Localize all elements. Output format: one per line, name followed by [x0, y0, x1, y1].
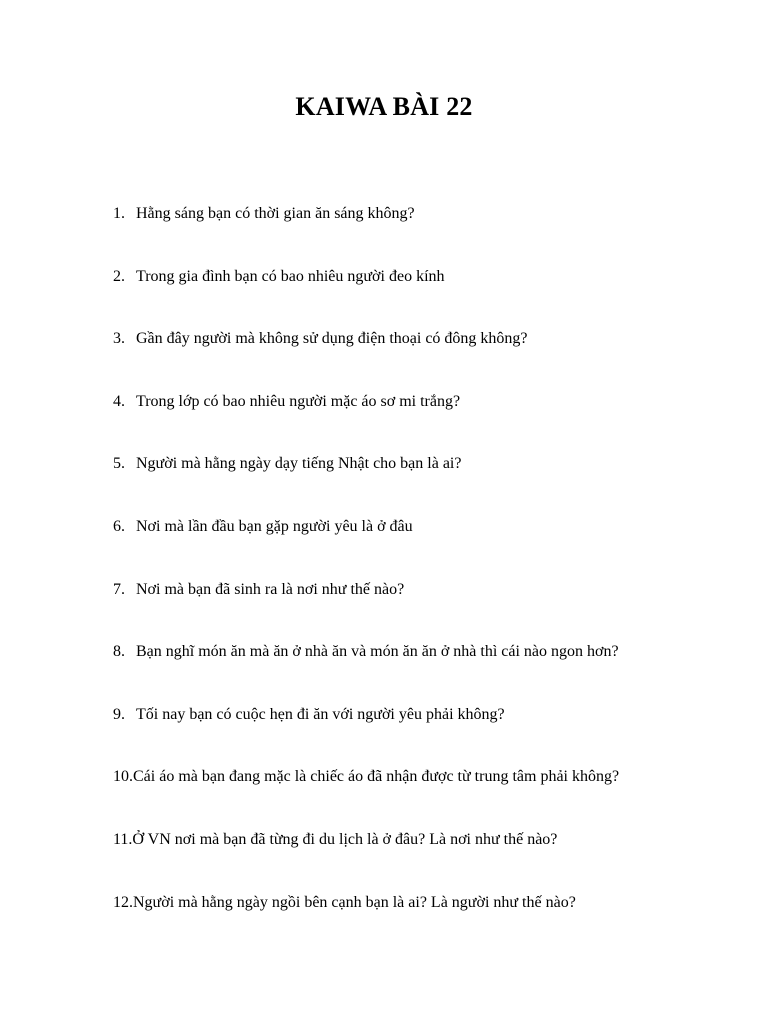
question-item [113, 203, 733, 266]
question-text: Ở VN nơi mà bạn đã từng đi du lịch là ở đâu? Là nơi như thế nào? [132, 830, 558, 848]
question-number: 8. [113, 643, 125, 661]
question-text: Gần đây người mà không sử dụng điện thoại có đông không? [136, 330, 528, 348]
question-number: 4. [113, 392, 125, 410]
question-item [113, 579, 733, 642]
question-text: Nơi mà bạn đã sinh ra là nơi như thế nào? [136, 580, 405, 598]
question-item [113, 516, 733, 579]
question-item [113, 266, 733, 329]
question-number: 7. [113, 580, 125, 598]
question-item [113, 453, 733, 516]
question-number: 9. [113, 705, 125, 723]
question-text: Tối nay bạn có cuộc hẹn đi ăn với người yêu phải không? [136, 705, 505, 723]
question-text: Cái áo mà bạn đang mặc là chiếc áo đã nhận được từ trung tâm phải không? [133, 768, 620, 786]
question-text: Trong lớp có bao nhiêu người mặc áo sơ mi trắng? [136, 392, 461, 410]
question-number: 11. [113, 830, 133, 848]
question-number: 2. [113, 267, 125, 285]
question-text: Nơi mà lần đầu bạn gặp người yêu là ở đâu [136, 517, 413, 535]
question-number: 3. [113, 330, 125, 348]
question-item [113, 892, 733, 955]
question-list [113, 203, 733, 954]
question-item [113, 391, 733, 454]
question-number: 12. [113, 893, 133, 911]
question-text: Hằng sáng bạn có thời gian ăn sáng không? [136, 205, 415, 222]
question-number: 10. [113, 768, 133, 786]
question-item [113, 641, 733, 704]
question-text: Người mà hằng ngày ngồi bên cạnh bạn là ai? Là người như thế nào? [133, 893, 576, 911]
question-number: 6. [113, 517, 125, 535]
question-item [113, 328, 733, 391]
question-item [113, 704, 733, 767]
question-text: Người mà hằng ngày dạy tiếng Nhật cho bạn là ai? [136, 455, 462, 473]
question-text: Bạn nghĩ món ăn mà ăn ở nhà ăn và món ăn ăn ở nhà thì cái nào ngon hơn? [136, 643, 619, 661]
page-title: KAIWA BÀI 22 [295, 92, 473, 121]
question-number: 5. [113, 455, 125, 473]
question-item [113, 829, 733, 892]
question-text: Trong gia đình bạn có bao nhiêu người đeo kính [136, 267, 445, 285]
question-number: 1. [113, 205, 125, 222]
question-item [113, 766, 733, 829]
